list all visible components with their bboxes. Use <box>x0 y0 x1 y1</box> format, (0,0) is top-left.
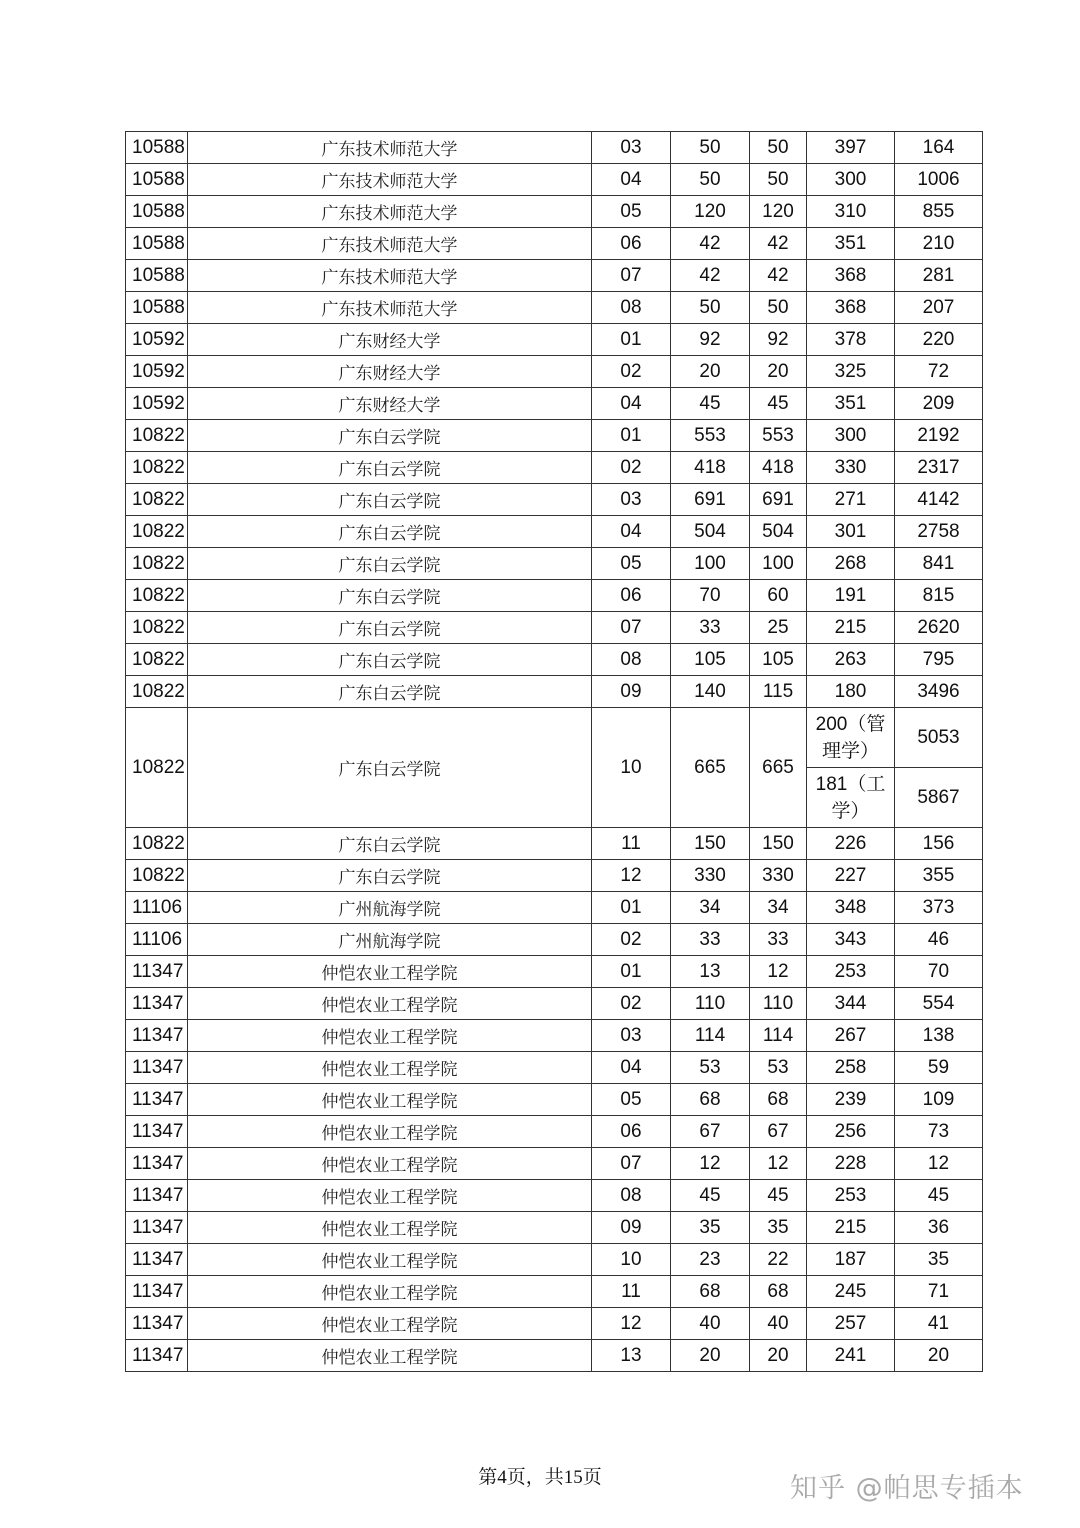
major-code-cell: 03 <box>592 484 671 516</box>
school-code-cell: 10588 <box>126 228 188 260</box>
school-name-cell: 广东财经大学 <box>188 356 592 388</box>
major-code-cell: 09 <box>592 1212 671 1244</box>
applicant-count-cell: 3496 <box>895 676 983 708</box>
school-name-cell: 仲恺农业工程学院 <box>188 1212 592 1244</box>
school-code-cell: 10588 <box>126 260 188 292</box>
applicant-count-cell: 73 <box>895 1116 983 1148</box>
min-score-cell: 263 <box>807 644 895 676</box>
plan-count-cell: 42 <box>671 228 750 260</box>
school-name-cell: 广东技术师范大学 <box>188 196 592 228</box>
table-row <box>126 1276 983 1308</box>
school-name-cell: 广东技术师范大学 <box>188 132 592 164</box>
table-row <box>126 1308 983 1340</box>
school-name-cell: 仲恺农业工程学院 <box>188 1276 592 1308</box>
major-code-cell: 07 <box>592 612 671 644</box>
school-code-cell: 11347 <box>126 1116 188 1148</box>
school-name-cell: 广州航海学院 <box>188 924 592 956</box>
school-name-cell: 仲恺农业工程学院 <box>188 1084 592 1116</box>
school-code-cell: 11347 <box>126 1020 188 1052</box>
enroll-count-cell: 53 <box>750 1052 807 1084</box>
applicant-count-cell: 109 <box>895 1084 983 1116</box>
school-code-cell: 11106 <box>126 892 188 924</box>
plan-count-cell: 67 <box>671 1116 750 1148</box>
school-code-cell: 10822 <box>126 644 188 676</box>
plan-count-cell: 100 <box>671 548 750 580</box>
school-name-cell: 广东白云学院 <box>188 516 592 548</box>
min-score-cell: 253 <box>807 1180 895 1212</box>
min-score-cell: 397 <box>807 132 895 164</box>
school-name-cell: 仲恺农业工程学院 <box>188 1180 592 1212</box>
enroll-count-cell: 20 <box>750 1340 807 1372</box>
major-code-cell: 01 <box>592 956 671 988</box>
school-code-cell: 11347 <box>126 956 188 988</box>
table-row <box>126 708 983 768</box>
min-score-cell: 180 <box>807 676 895 708</box>
applicant-count-cell: 5053 <box>895 708 983 768</box>
table-row <box>126 1020 983 1052</box>
enroll-count-cell: 20 <box>750 356 807 388</box>
applicant-count-cell: 2317 <box>895 452 983 484</box>
major-code-cell: 02 <box>592 452 671 484</box>
school-code-cell: 10822 <box>126 420 188 452</box>
school-code-cell: 10592 <box>126 388 188 420</box>
min-score-cell: 267 <box>807 1020 895 1052</box>
min-score-cell: 330 <box>807 452 895 484</box>
applicant-count-cell: 220 <box>895 324 983 356</box>
plan-count-cell: 13 <box>671 956 750 988</box>
school-name-cell: 广东财经大学 <box>188 388 592 420</box>
plan-count-cell: 68 <box>671 1276 750 1308</box>
applicant-count-cell: 841 <box>895 548 983 580</box>
applicant-count-cell: 2192 <box>895 420 983 452</box>
school-code-cell: 11347 <box>126 1052 188 1084</box>
min-score-cell: 368 <box>807 260 895 292</box>
table-row <box>126 1084 983 1116</box>
table-row <box>126 988 983 1020</box>
enroll-count-cell: 504 <box>750 516 807 548</box>
major-code-cell: 13 <box>592 1340 671 1372</box>
enroll-count-cell: 120 <box>750 196 807 228</box>
school-code-cell: 10822 <box>126 580 188 612</box>
min-score-cell: 226 <box>807 828 895 860</box>
school-name-cell: 广东白云学院 <box>188 420 592 452</box>
table-row <box>126 644 983 676</box>
plan-count-cell: 105 <box>671 644 750 676</box>
school-name-cell: 仲恺农业工程学院 <box>188 1116 592 1148</box>
plan-count-cell: 20 <box>671 1340 750 1372</box>
table-row <box>126 612 983 644</box>
major-code-cell: 11 <box>592 828 671 860</box>
school-name-cell: 广东白云学院 <box>188 612 592 644</box>
table-row <box>126 324 983 356</box>
school-name-cell: 广东技术师范大学 <box>188 228 592 260</box>
watermark: 知乎 @帕思专插本 <box>790 1473 1024 1504</box>
plan-count-cell: 33 <box>671 612 750 644</box>
applicant-count-cell: 210 <box>895 228 983 260</box>
school-code-cell: 10822 <box>126 676 188 708</box>
applicant-count-cell: 72 <box>895 356 983 388</box>
plan-count-cell: 114 <box>671 1020 750 1052</box>
major-code-cell: 08 <box>592 292 671 324</box>
table-row <box>126 260 983 292</box>
school-code-cell: 11347 <box>126 1340 188 1372</box>
min-score-cell: 378 <box>807 324 895 356</box>
school-code-cell: 11347 <box>126 1212 188 1244</box>
school-code-cell: 10588 <box>126 164 188 196</box>
table-row <box>126 292 983 324</box>
school-name-cell: 仲恺农业工程学院 <box>188 988 592 1020</box>
major-code-cell: 01 <box>592 324 671 356</box>
applicant-count-cell: 1006 <box>895 164 983 196</box>
school-code-cell: 10588 <box>126 132 188 164</box>
school-name-cell: 广东白云学院 <box>188 452 592 484</box>
enroll-count-cell: 114 <box>750 1020 807 1052</box>
enroll-count-cell: 67 <box>750 1116 807 1148</box>
enroll-count-cell: 110 <box>750 988 807 1020</box>
school-name-cell: 广东白云学院 <box>188 548 592 580</box>
plan-count-cell: 504 <box>671 516 750 548</box>
enroll-count-cell: 25 <box>750 612 807 644</box>
table-body <box>126 132 983 1372</box>
min-score-cell: 325 <box>807 356 895 388</box>
plan-count-cell: 53 <box>671 1052 750 1084</box>
school-code-cell: 11347 <box>126 1308 188 1340</box>
applicant-count-cell: 2758 <box>895 516 983 548</box>
school-name-cell: 广东白云学院 <box>188 860 592 892</box>
min-score-cell: 253 <box>807 956 895 988</box>
table-row <box>126 228 983 260</box>
plan-count-cell: 33 <box>671 924 750 956</box>
table-row <box>126 828 983 860</box>
enroll-count-cell: 150 <box>750 828 807 860</box>
school-code-cell: 10822 <box>126 860 188 892</box>
page-number: 第4页，共15页 <box>478 1467 602 1488</box>
plan-count-cell: 23 <box>671 1244 750 1276</box>
table-row <box>126 1052 983 1084</box>
applicant-count-cell: 70 <box>895 956 983 988</box>
min-score-cell: 351 <box>807 228 895 260</box>
school-name-cell: 仲恺农业工程学院 <box>188 1052 592 1084</box>
applicant-count-cell: 281 <box>895 260 983 292</box>
enroll-count-cell: 22 <box>750 1244 807 1276</box>
min-score-cell: 215 <box>807 1212 895 1244</box>
school-code-cell: 11347 <box>126 1084 188 1116</box>
table-row <box>126 1116 983 1148</box>
school-name-cell: 广东白云学院 <box>188 644 592 676</box>
plan-count-cell: 92 <box>671 324 750 356</box>
applicant-count-cell: 46 <box>895 924 983 956</box>
min-score-cell: 245 <box>807 1276 895 1308</box>
major-code-cell: 01 <box>592 420 671 452</box>
school-code-cell: 10822 <box>126 612 188 644</box>
applicant-count-cell: 795 <box>895 644 983 676</box>
min-score-cell: 368 <box>807 292 895 324</box>
plan-count-cell: 20 <box>671 356 750 388</box>
table-row <box>126 956 983 988</box>
plan-count-cell: 50 <box>671 292 750 324</box>
table-row <box>126 196 983 228</box>
applicant-count-cell: 41 <box>895 1308 983 1340</box>
school-code-cell: 11347 <box>126 1148 188 1180</box>
applicant-count-cell: 20 <box>895 1340 983 1372</box>
min-score-cell: 228 <box>807 1148 895 1180</box>
table-row <box>126 860 983 892</box>
plan-count-cell: 68 <box>671 1084 750 1116</box>
table-row <box>126 1180 983 1212</box>
applicant-count-cell: 45 <box>895 1180 983 1212</box>
min-score-cell: 300 <box>807 164 895 196</box>
applicant-count-cell: 156 <box>895 828 983 860</box>
school-name-cell: 广东白云学院 <box>188 676 592 708</box>
min-score-cell: 344 <box>807 988 895 1020</box>
major-code-cell: 04 <box>592 164 671 196</box>
plan-count-cell: 35 <box>671 1212 750 1244</box>
min-score-cell: 343 <box>807 924 895 956</box>
enroll-count-cell: 50 <box>750 132 807 164</box>
min-score-cell: 181（工学） <box>807 768 895 828</box>
enroll-count-cell: 105 <box>750 644 807 676</box>
admissions-table <box>125 131 983 1372</box>
school-code-cell: 11347 <box>126 988 188 1020</box>
plan-count-cell: 553 <box>671 420 750 452</box>
school-code-cell: 11347 <box>126 1276 188 1308</box>
school-name-cell: 广东白云学院 <box>188 580 592 612</box>
min-score-cell: 271 <box>807 484 895 516</box>
school-name-cell: 仲恺农业工程学院 <box>188 1308 592 1340</box>
plan-count-cell: 50 <box>671 164 750 196</box>
applicant-count-cell: 12 <box>895 1148 983 1180</box>
school-code-cell: 10822 <box>126 452 188 484</box>
school-code-cell: 10822 <box>126 484 188 516</box>
enroll-count-cell: 35 <box>750 1212 807 1244</box>
table-row <box>126 1244 983 1276</box>
plan-count-cell: 150 <box>671 828 750 860</box>
school-name-cell: 广东财经大学 <box>188 324 592 356</box>
major-code-cell: 04 <box>592 516 671 548</box>
enroll-count-cell: 60 <box>750 580 807 612</box>
table-row <box>126 420 983 452</box>
table-row <box>126 892 983 924</box>
school-name-cell: 广东白云学院 <box>188 708 592 828</box>
major-code-cell: 06 <box>592 1116 671 1148</box>
plan-count-cell: 330 <box>671 860 750 892</box>
table-row <box>126 388 983 420</box>
min-score-cell: 268 <box>807 548 895 580</box>
school-name-cell: 仲恺农业工程学院 <box>188 956 592 988</box>
major-code-cell: 05 <box>592 196 671 228</box>
table-row <box>126 452 983 484</box>
min-score-cell: 348 <box>807 892 895 924</box>
plan-count-cell: 691 <box>671 484 750 516</box>
table-row <box>126 132 983 164</box>
major-code-cell: 03 <box>592 132 671 164</box>
table-row <box>126 676 983 708</box>
major-code-cell: 02 <box>592 924 671 956</box>
applicant-count-cell: 35 <box>895 1244 983 1276</box>
plan-count-cell: 418 <box>671 452 750 484</box>
school-code-cell: 11106 <box>126 924 188 956</box>
major-code-cell: 04 <box>592 388 671 420</box>
school-code-cell: 10822 <box>126 516 188 548</box>
applicant-count-cell: 71 <box>895 1276 983 1308</box>
enroll-count-cell: 691 <box>750 484 807 516</box>
min-score-cell: 239 <box>807 1084 895 1116</box>
school-name-cell: 仲恺农业工程学院 <box>188 1244 592 1276</box>
enroll-count-cell: 418 <box>750 452 807 484</box>
school-name-cell: 仲恺农业工程学院 <box>188 1340 592 1372</box>
school-name-cell: 广东白云学院 <box>188 828 592 860</box>
applicant-count-cell: 2620 <box>895 612 983 644</box>
major-code-cell: 12 <box>592 1308 671 1340</box>
min-score-cell: 351 <box>807 388 895 420</box>
plan-count-cell: 50 <box>671 132 750 164</box>
applicant-count-cell: 209 <box>895 388 983 420</box>
min-score-cell: 227 <box>807 860 895 892</box>
min-score-cell: 310 <box>807 196 895 228</box>
school-code-cell: 10592 <box>126 356 188 388</box>
min-score-cell: 256 <box>807 1116 895 1148</box>
school-code-cell: 11347 <box>126 1180 188 1212</box>
applicant-count-cell: 36 <box>895 1212 983 1244</box>
min-score-cell: 215 <box>807 612 895 644</box>
min-score-cell: 258 <box>807 1052 895 1084</box>
plan-count-cell: 140 <box>671 676 750 708</box>
min-score-cell: 191 <box>807 580 895 612</box>
school-code-cell: 10822 <box>126 828 188 860</box>
school-name-cell: 广州航海学院 <box>188 892 592 924</box>
major-code-cell: 11 <box>592 1276 671 1308</box>
major-code-cell: 06 <box>592 228 671 260</box>
enroll-count-cell: 330 <box>750 860 807 892</box>
major-code-cell: 01 <box>592 892 671 924</box>
enroll-count-cell: 45 <box>750 1180 807 1212</box>
min-score-cell: 257 <box>807 1308 895 1340</box>
enroll-count-cell: 665 <box>750 708 807 828</box>
major-code-cell: 02 <box>592 988 671 1020</box>
table-row <box>126 484 983 516</box>
min-score-cell: 241 <box>807 1340 895 1372</box>
table-row <box>126 548 983 580</box>
major-code-cell: 06 <box>592 580 671 612</box>
plan-count-cell: 120 <box>671 196 750 228</box>
major-code-cell: 12 <box>592 860 671 892</box>
school-code-cell: 10588 <box>126 292 188 324</box>
plan-count-cell: 665 <box>671 708 750 828</box>
applicant-count-cell: 355 <box>895 860 983 892</box>
plan-count-cell: 70 <box>671 580 750 612</box>
major-code-cell: 09 <box>592 676 671 708</box>
enroll-count-cell: 50 <box>750 164 807 196</box>
applicant-count-cell: 59 <box>895 1052 983 1084</box>
table-row <box>126 164 983 196</box>
applicant-count-cell: 4142 <box>895 484 983 516</box>
school-code-cell: 10588 <box>126 196 188 228</box>
school-code-cell: 10822 <box>126 708 188 828</box>
major-code-cell: 05 <box>592 1084 671 1116</box>
enroll-count-cell: 100 <box>750 548 807 580</box>
min-score-cell: 301 <box>807 516 895 548</box>
major-code-cell: 03 <box>592 1020 671 1052</box>
plan-count-cell: 45 <box>671 388 750 420</box>
plan-count-cell: 12 <box>671 1148 750 1180</box>
enroll-count-cell: 553 <box>750 420 807 452</box>
school-code-cell: 11347 <box>126 1244 188 1276</box>
applicant-count-cell: 815 <box>895 580 983 612</box>
major-code-cell: 05 <box>592 548 671 580</box>
enroll-count-cell: 115 <box>750 676 807 708</box>
table-row <box>126 356 983 388</box>
applicant-count-cell: 855 <box>895 196 983 228</box>
school-code-cell: 10592 <box>126 324 188 356</box>
major-code-cell: 04 <box>592 1052 671 1084</box>
table-row <box>126 924 983 956</box>
enroll-count-cell: 12 <box>750 956 807 988</box>
major-code-cell: 10 <box>592 708 671 828</box>
major-code-cell: 07 <box>592 1148 671 1180</box>
plan-count-cell: 34 <box>671 892 750 924</box>
plan-count-cell: 110 <box>671 988 750 1020</box>
enroll-count-cell: 68 <box>750 1276 807 1308</box>
enroll-count-cell: 92 <box>750 324 807 356</box>
plan-count-cell: 45 <box>671 1180 750 1212</box>
major-code-cell: 07 <box>592 260 671 292</box>
min-score-cell: 187 <box>807 1244 895 1276</box>
plan-count-cell: 40 <box>671 1308 750 1340</box>
enroll-count-cell: 50 <box>750 292 807 324</box>
major-code-cell: 08 <box>592 644 671 676</box>
plan-count-cell: 42 <box>671 260 750 292</box>
enroll-count-cell: 33 <box>750 924 807 956</box>
table-row <box>126 516 983 548</box>
table-row <box>126 1148 983 1180</box>
enroll-count-cell: 40 <box>750 1308 807 1340</box>
min-score-cell: 200（管理学） <box>807 708 895 768</box>
school-name-cell: 广东技术师范大学 <box>188 292 592 324</box>
applicant-count-cell: 373 <box>895 892 983 924</box>
major-code-cell: 10 <box>592 1244 671 1276</box>
school-name-cell: 广东技术师范大学 <box>188 260 592 292</box>
min-score-cell: 300 <box>807 420 895 452</box>
school-name-cell: 仲恺农业工程学院 <box>188 1020 592 1052</box>
school-name-cell: 仲恺农业工程学院 <box>188 1148 592 1180</box>
school-code-cell: 10822 <box>126 548 188 580</box>
enroll-count-cell: 42 <box>750 260 807 292</box>
enroll-count-cell: 68 <box>750 1084 807 1116</box>
enroll-count-cell: 42 <box>750 228 807 260</box>
applicant-count-cell: 5867 <box>895 768 983 828</box>
enroll-count-cell: 12 <box>750 1148 807 1180</box>
table-row <box>126 580 983 612</box>
enroll-count-cell: 34 <box>750 892 807 924</box>
table-row <box>126 1212 983 1244</box>
table-row <box>126 1340 983 1372</box>
school-name-cell: 广东白云学院 <box>188 484 592 516</box>
applicant-count-cell: 207 <box>895 292 983 324</box>
applicant-count-cell: 164 <box>895 132 983 164</box>
major-code-cell: 08 <box>592 1180 671 1212</box>
enroll-count-cell: 45 <box>750 388 807 420</box>
school-name-cell: 广东技术师范大学 <box>188 164 592 196</box>
major-code-cell: 02 <box>592 356 671 388</box>
applicant-count-cell: 554 <box>895 988 983 1020</box>
applicant-count-cell: 138 <box>895 1020 983 1052</box>
